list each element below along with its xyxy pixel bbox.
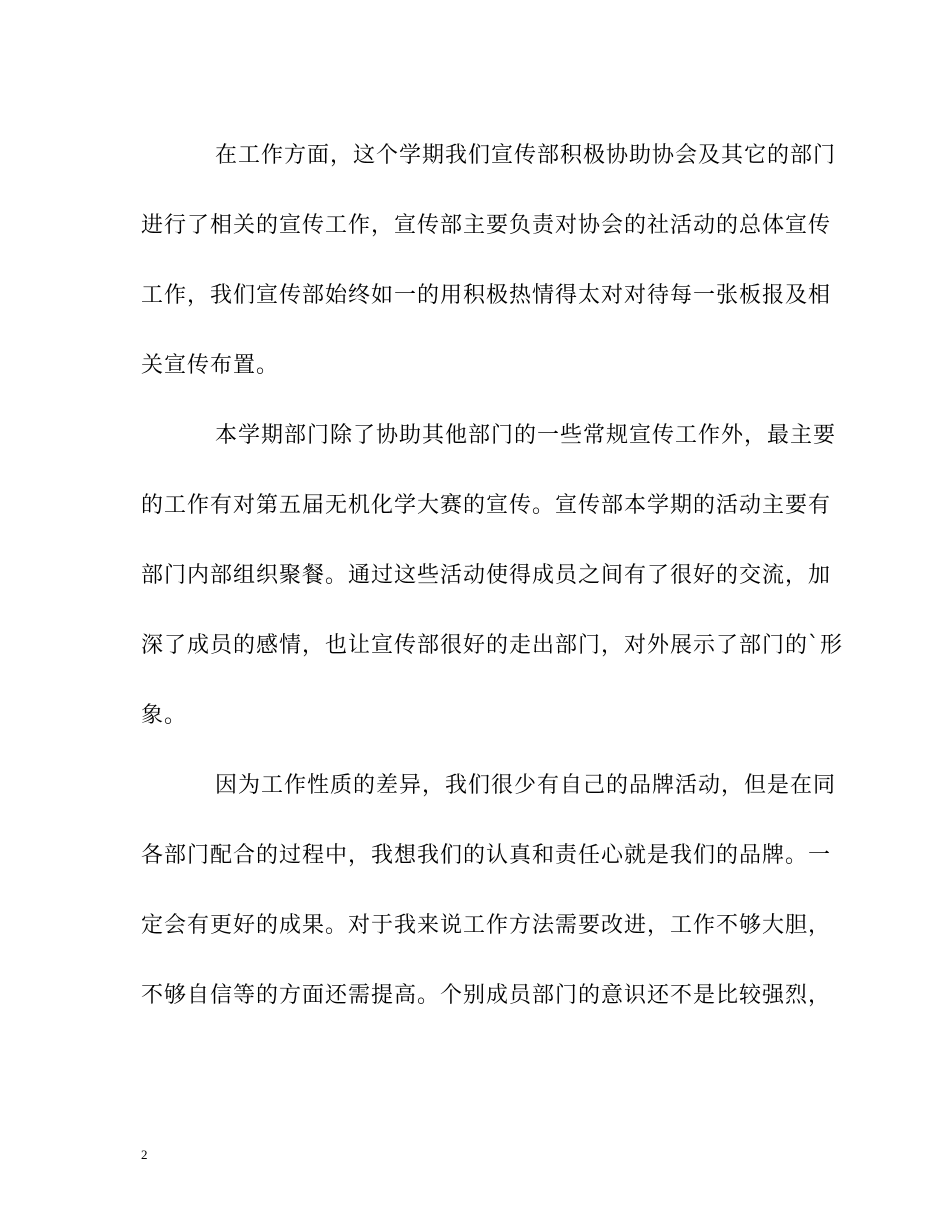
paragraph-2-line-5: 象。 <box>141 703 188 728</box>
paragraph-2-line-4: 深了成员的感情，也让宣传部很好的走出部门，对外展示了部门的`形 <box>141 633 844 658</box>
paragraph-1-line-3: 工作，我们宣传部始终如一的用积极热情得太对对待每一张板报及相 <box>141 283 832 308</box>
paragraph-1-line-2: 进行了相关的宣传工作，宣传部主要负责对协会的社活动的总体宣传 <box>141 213 832 238</box>
paragraph-2-line-1: 本学期部门除了协助其他部门的一些常规宣传工作外，最主要 <box>215 423 837 448</box>
paragraph-3-line-4: 不够自信等的方面还需提高。个别成员部门的意识还不是比较强烈， <box>141 983 832 1008</box>
page-number: 2 <box>141 1147 148 1162</box>
paragraph-1-line-4: 关宣传布置。 <box>141 353 280 378</box>
paragraph-2-line-2: 的工作有对第五届无机化学大赛的宣传。宣传部本学期的活动主要有 <box>141 493 832 518</box>
paragraph-3-line-3: 定会有更好的成果。对于我来说工作方法需要改进，工作不够大胆， <box>141 913 832 938</box>
paragraph-2-line-3: 部门内部组织聚餐。通过这些活动使得成员之间有了很好的交流，加 <box>141 563 832 588</box>
paragraph-1-line-1: 在工作方面，这个学期我们宣传部积极协助协会及其它的部门 <box>215 143 837 168</box>
paragraph-3-line-1: 因为工作性质的差异，我们很少有自己的品牌活动，但是在同 <box>215 773 837 798</box>
paragraph-3-line-2: 各部门配合的过程中，我想我们的认真和责任心就是我们的品牌。一 <box>141 843 832 868</box>
